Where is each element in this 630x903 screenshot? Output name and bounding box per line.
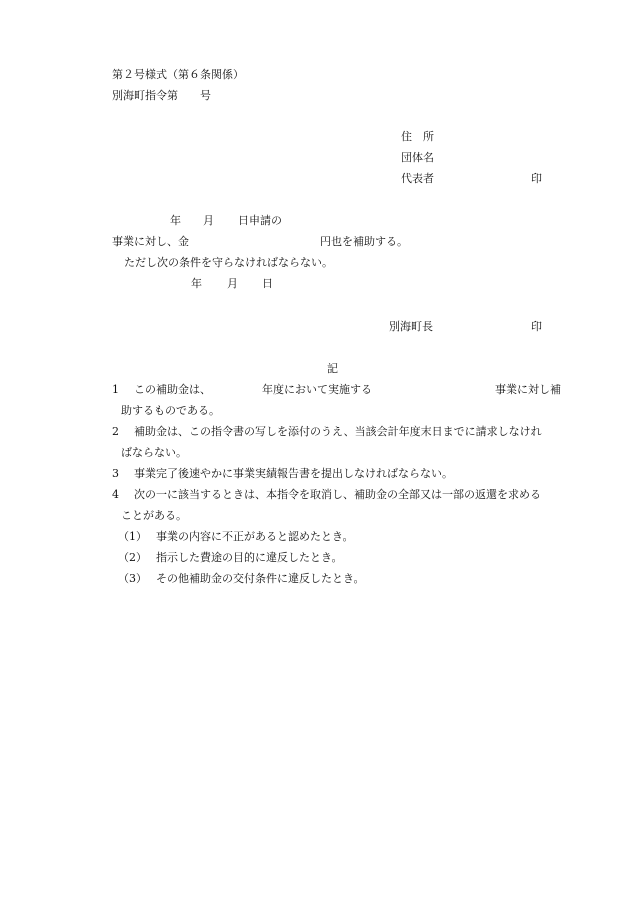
notes-heading: 記 — [327, 362, 338, 375]
application-day: 日申請の — [238, 214, 282, 227]
condition-3-number: 3 — [112, 467, 119, 480]
condition-2-text: 補助金は、この指令書の写しを添付のうえ、当該会計年度末日までに請求しなけれ — [134, 425, 542, 438]
issue-day: 日 — [262, 277, 273, 290]
issuer-title: 別海町長 — [389, 320, 433, 333]
condition-3-text: 事業完了後速やかに事業実績報告書を提出しなければならない。 — [134, 467, 453, 480]
grant-suffix: 円也を補助する。 — [320, 235, 408, 248]
condition-1-text-b: 年度において実施する — [262, 383, 372, 396]
sub-item-2-text: 指示した費途の目的に違反したとき。 — [156, 551, 343, 564]
issuer-seal: 印 — [531, 320, 542, 333]
sub-item-1-number: （1） — [118, 530, 147, 543]
application-year: 年 — [170, 214, 181, 227]
sub-item-3-number: （3） — [118, 572, 147, 585]
grant-prefix: 事業に対し、金 — [112, 235, 189, 248]
issue-year: 年 — [191, 277, 202, 290]
address-label: 住 所 — [401, 130, 434, 143]
application-month: 月 — [203, 214, 214, 227]
condition-2-number: 2 — [112, 425, 119, 438]
issue-month: 月 — [227, 277, 238, 290]
condition-4-continuation: ことがある。 — [121, 509, 187, 522]
condition-4-text: 次の一に該当するときは、本指令を取消し、補助金の全部又は一部の返還を求める — [134, 488, 541, 501]
group-name-label: 団体名 — [401, 151, 434, 164]
sub-item-2-number: （2） — [118, 551, 147, 564]
condition-4-number: 4 — [112, 488, 119, 501]
condition-1-text-c: 事業に対し補 — [495, 383, 561, 396]
representative-label: 代表者 — [401, 172, 434, 185]
condition-1-number: 1 — [112, 383, 119, 396]
condition-2-continuation: ばならない。 — [121, 446, 187, 459]
condition-intro: ただし次の条件を守らなければならない。 — [124, 256, 333, 269]
condition-1-continuation: 助するものである。 — [121, 404, 220, 417]
form-number: 第２号様式（第６条関係） — [112, 68, 244, 81]
sub-item-3-text: その他補助金の交付条件に違反したとき。 — [156, 572, 365, 585]
condition-1-text-a: この補助金は、 — [134, 383, 211, 396]
directive-number: 別海町指令第 号 — [112, 89, 211, 102]
sub-item-1-text: 事業の内容に不正があると認めたとき。 — [156, 530, 354, 543]
representative-seal: 印 — [531, 172, 542, 185]
